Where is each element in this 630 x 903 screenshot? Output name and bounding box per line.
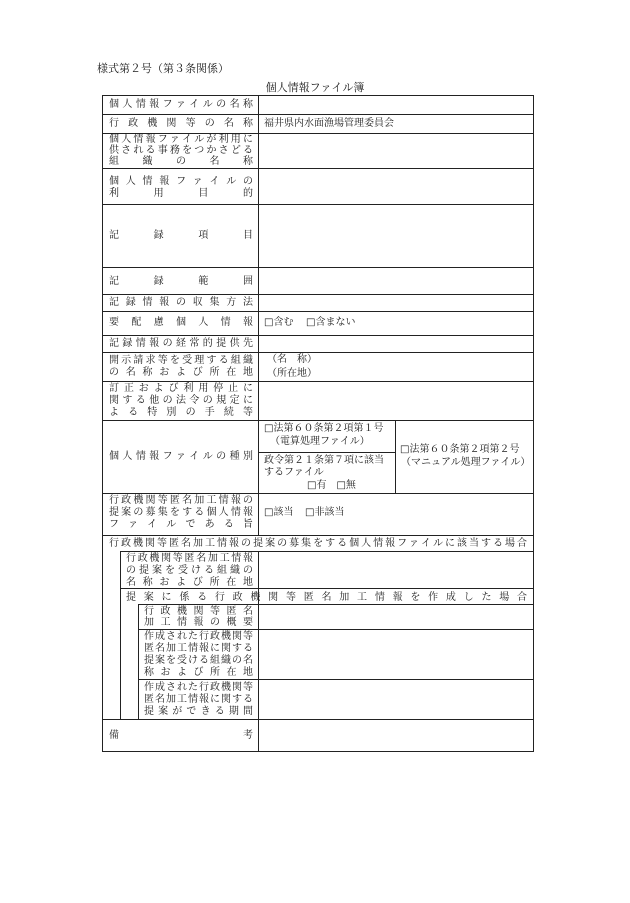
row-divider <box>102 114 534 115</box>
row-divider <box>102 204 534 205</box>
electronic-file-note: （電算処理ファイル） <box>270 436 370 447</box>
created-org-label-line4: 称および所在地 <box>144 667 253 678</box>
organization-label-line2: 供される事務をつかさどる <box>109 145 253 156</box>
form-number: 様式第２号（第３条関係） <box>97 62 229 75</box>
electronic-file-checkbox[interactable]: □法第６０条第２項第１号 <box>264 423 384 434</box>
row-divider <box>102 535 534 536</box>
anonymized-not-applicable-checkbox[interactable]: □非該当 <box>305 507 345 518</box>
table-border-bottom <box>102 751 534 752</box>
organization-label-line3: 組織の名称 <box>109 156 253 167</box>
record-items-label: 記録項目 <box>109 230 253 241</box>
collection-method-label: 記録情報の収集方法 <box>109 297 253 308</box>
column-divider <box>258 95 259 535</box>
disclosure-org-label-line2: の名称および所在地 <box>109 367 253 378</box>
ordinance-file-text-line2: するファイル <box>264 467 324 478</box>
ordinance-yes-no-checkboxes[interactable]: □有 □無 <box>307 480 356 491</box>
row-divider <box>102 267 534 268</box>
created-org-label-line2: 匿名加工情報に関する <box>144 643 253 654</box>
proposal-org-label-line2: の提案を受ける組織の <box>126 565 253 576</box>
row-divider <box>120 551 534 552</box>
row-divider <box>102 311 534 312</box>
file-type-subdivider <box>259 452 395 453</box>
sensitive-exclude-checkbox[interactable]: □含まない <box>306 317 356 328</box>
row-divider <box>102 420 534 421</box>
manual-file-note: （マニュアル処理ファイル） <box>401 457 531 468</box>
table-border-right <box>533 95 534 752</box>
proposal-period-label-line1: 作成された行政機関等 <box>144 682 253 693</box>
column-divider-lower <box>258 551 259 752</box>
purpose-label-line2: 利用目的 <box>109 188 253 199</box>
sensitive-info-label: 要配慮個人情報 <box>109 317 253 328</box>
row-divider <box>102 294 534 295</box>
section-heading: 行政機関等匿名加工情報の提案の募集をする個人情報ファイルに該当する場合 <box>109 538 527 549</box>
organization-label-line1: 個人情報ファイルが利用に <box>109 134 253 145</box>
manual-file-checkbox[interactable]: □法第６０条第２項第２号 <box>400 444 520 455</box>
disclosure-address-label: （所在地） <box>267 368 317 379</box>
special-procedure-label-line3: よる特別の手続等 <box>109 407 253 418</box>
row-divider <box>120 588 534 589</box>
proposal-org-label-line3: 名称および所在地 <box>126 577 253 588</box>
regular-provision-label: 記録情報の経常的提供先 <box>109 338 253 349</box>
special-procedure-label-line1: 訂正および利用停止に <box>109 383 253 394</box>
special-procedure-label-line2: 関する他の法令の規定に <box>109 395 253 406</box>
created-org-label-line1: 作成された行政機関等 <box>144 631 253 642</box>
agency-name-label: 行政機関等の名称 <box>109 118 253 129</box>
row-divider <box>102 493 534 494</box>
row-divider <box>102 381 534 382</box>
proposal-org-label-line1: 行政機関等匿名加工情報 <box>126 553 253 564</box>
remarks-label: 備考 <box>109 730 253 741</box>
overview-label-line2: 加工情報の概要 <box>144 617 253 628</box>
personal-info-file-register-table <box>102 95 534 752</box>
overview-label-line1: 行政機関等匿名 <box>144 606 253 617</box>
disclosure-name-label: （名 称） <box>267 354 317 365</box>
indent-line <box>120 551 121 719</box>
anonymized-target-label-line3: ファイルである旨 <box>109 519 253 530</box>
disclosure-org-label-line1: 開示請求等を受理する組織 <box>109 355 253 366</box>
document-title: 個人情報ファイル簿 <box>265 81 365 94</box>
file-type-divider <box>395 420 396 493</box>
table-border-left <box>102 95 103 752</box>
anonymized-target-label-line1: 行政機関等匿名加工情報の <box>109 495 253 506</box>
ordinance-file-text-line1: 政令第２１条第７項に該当 <box>264 455 384 466</box>
row-divider <box>102 168 534 169</box>
proposal-period-label-line2: 匿名加工情報に関する <box>144 694 253 705</box>
file-type-label: 個人情報ファイルの種別 <box>109 451 253 462</box>
purpose-label-line1: 個人情報ファイルの <box>109 176 253 187</box>
file-name-label: 個人情報ファイルの名称 <box>109 99 253 110</box>
sensitive-include-checkbox[interactable]: □含む <box>264 317 294 328</box>
created-org-label-line3: 提案を受ける組織の名 <box>144 655 253 666</box>
proposal-period-label-line3: 提案ができる期間 <box>144 706 253 717</box>
indent-line <box>138 604 139 719</box>
row-divider <box>138 679 534 680</box>
row-divider <box>138 604 534 605</box>
row-divider <box>138 629 534 630</box>
row-divider <box>102 719 534 720</box>
table-border-top <box>102 95 534 96</box>
row-divider <box>102 335 534 336</box>
agency-name-value[interactable]: 福井県内水面漁場管理委員会 <box>264 118 394 129</box>
anonymized-applicable-checkbox[interactable]: □該当 <box>264 507 294 518</box>
sub-heading: 提案に係る行政機関等匿名加工情報を作成した場合 <box>126 592 527 603</box>
record-scope-label: 記録範囲 <box>109 276 253 287</box>
row-divider <box>102 352 534 353</box>
anonymized-target-label-line2: 提案の募集をする個人情報 <box>109 507 253 518</box>
